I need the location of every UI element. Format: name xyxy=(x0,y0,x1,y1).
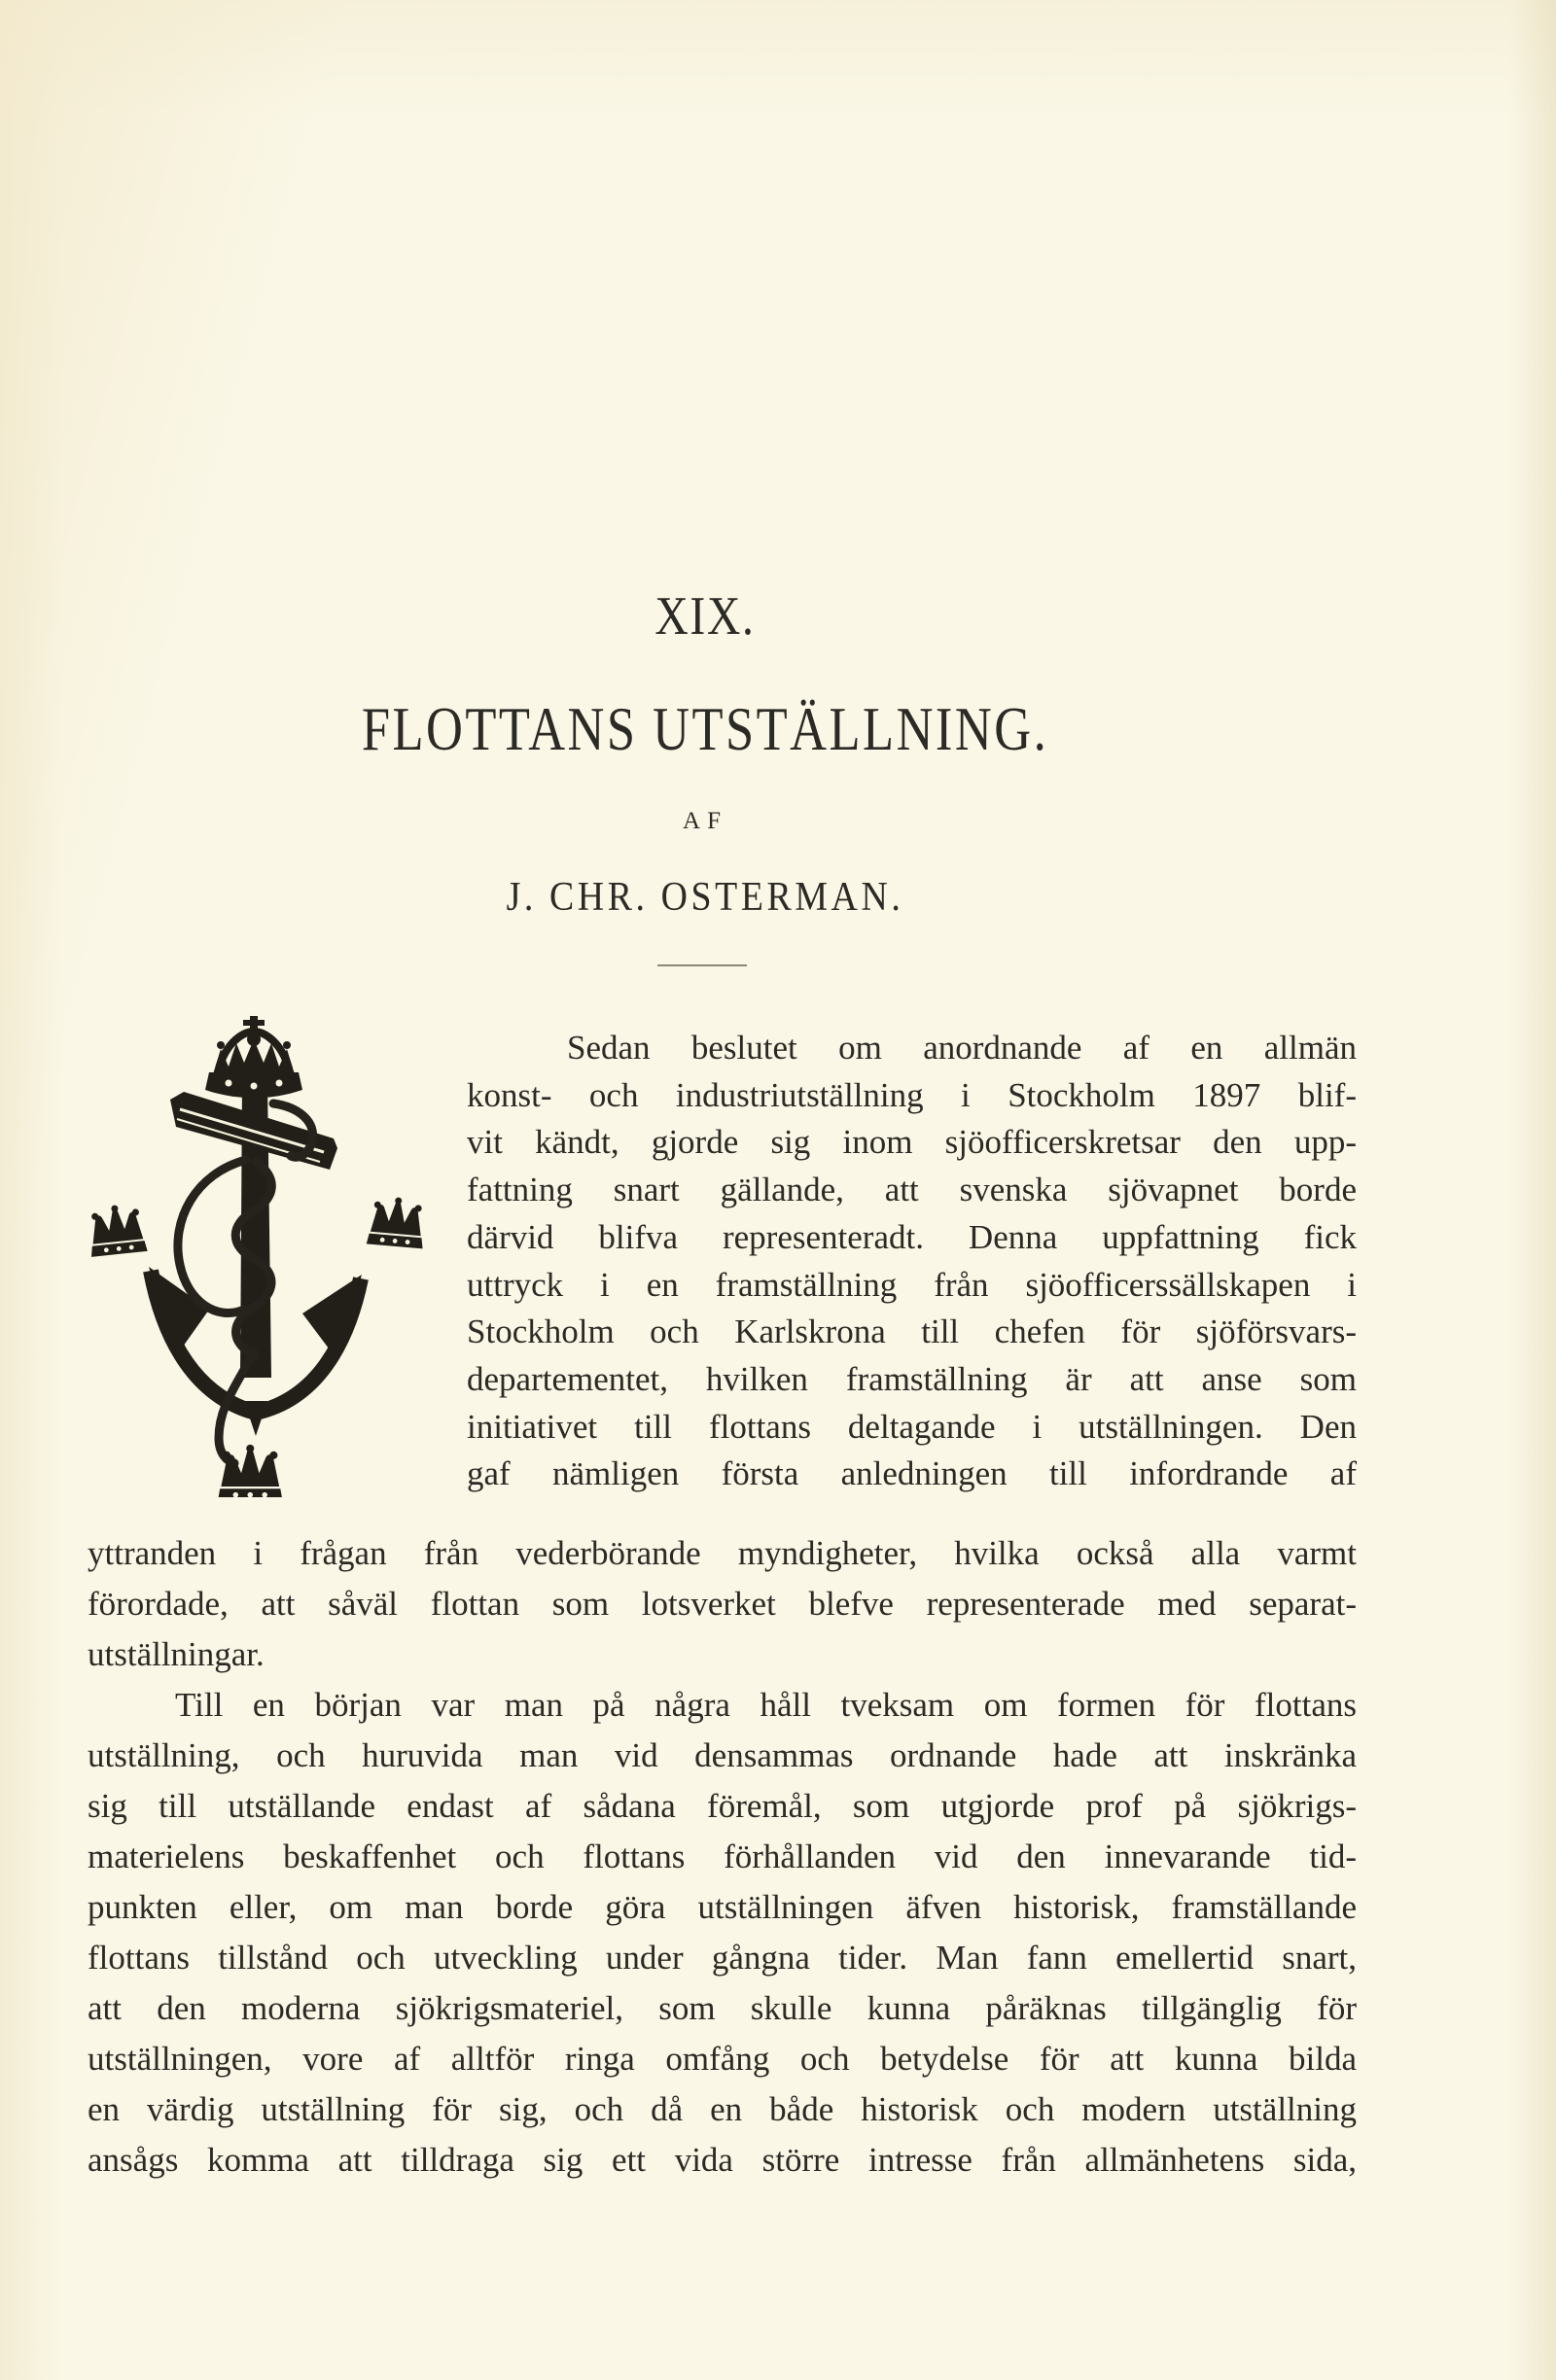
byline-prefix: AF xyxy=(683,808,727,834)
text-line: sig till utställande endast af sådana föremål, som utgjorde prof på sjökrigs- xyxy=(88,1787,1357,1825)
text-line: vit kändt, gjorde sig inom sjöofficerskretsar den upp- xyxy=(467,1123,1357,1162)
text-line: flottans tillstånd och utveckling under gångna tider. Man fann emellertid snart, xyxy=(88,1939,1357,1977)
author-name: J. CHR. OSTERMAN. xyxy=(506,875,904,920)
text-line: att den moderna sjökrigsmateriel, som skulle kunna påräknas tillgänglig för xyxy=(88,1989,1357,2027)
crowned-anchor-illustration xyxy=(83,1016,433,1497)
text-line: ansågs komma att tilldraga sig ett vida större intresse från allmänhetens sida, xyxy=(88,2141,1357,2179)
small-crown-right-icon xyxy=(367,1195,427,1248)
royal-crown-icon xyxy=(205,1016,302,1098)
text-line: punkten eller, om man borde göra utställningen äfven historisk, framställande xyxy=(88,1888,1357,1926)
text-line: fattning snart gällande, att svenska sjövapnet borde xyxy=(467,1171,1357,1209)
text-line: Till en början var man på några håll tveksam om formen för flottans xyxy=(175,1686,1357,1724)
text-line: materielens beskaffenhet och flottans förhållanden vid den innevarande tid- xyxy=(88,1838,1357,1875)
body-text xyxy=(88,1528,1357,2186)
text-line: Stockholm och Karlskrona till chefen för sjöförsvars- xyxy=(467,1312,1357,1351)
chapter-number: XIX. xyxy=(654,586,756,647)
text-line: Sedan beslutet om anordnande af en allmän xyxy=(567,1029,1357,1067)
separator-rule xyxy=(657,964,747,966)
text-line: yttranden i frågan från vederbörande myndigheter, hvilka också alla varmt xyxy=(88,1534,1357,1572)
small-crown-bottom-icon xyxy=(218,1445,283,1497)
small-crown-left-icon xyxy=(87,1203,148,1257)
text-line: departementet, hvilken framställning är att anse som xyxy=(467,1359,1357,1398)
text-line: konst- och industriutställning i Stockholm 1897 blif- xyxy=(467,1075,1357,1114)
text-line: gaf nämligen första anledningen till infordrande af xyxy=(467,1454,1357,1493)
text-line: utställning, och huruvida man vid densammas ordnande hade att inskränka xyxy=(88,1736,1357,1774)
text-line: förordade, att såväl flottan som lotsverket blefve representerade med separat- xyxy=(88,1585,1357,1623)
crowned-anchor-icon xyxy=(83,1016,433,1497)
text-line: initiativet till flottans deltagande i utställningen. Den xyxy=(467,1407,1357,1446)
text-line: uttryck i en framställning från sjöofficerssällskapen i xyxy=(467,1265,1357,1304)
page-title: FLOTTANS UTSTÄLLNING. xyxy=(361,694,1049,763)
text-line: utställningar. xyxy=(88,1635,265,1673)
text-line: en värdig utställning för sig, och då en både historisk och modern utställning xyxy=(88,2090,1357,2128)
text-line: därvid blifva representeradt. Denna uppfattning fick xyxy=(467,1217,1357,1256)
paragraph-1-wrapped-text xyxy=(467,1025,1357,1498)
text-line: utställningen, vore af alltför ringa omfång och betydelse för att kunna bilda xyxy=(88,2040,1357,2078)
